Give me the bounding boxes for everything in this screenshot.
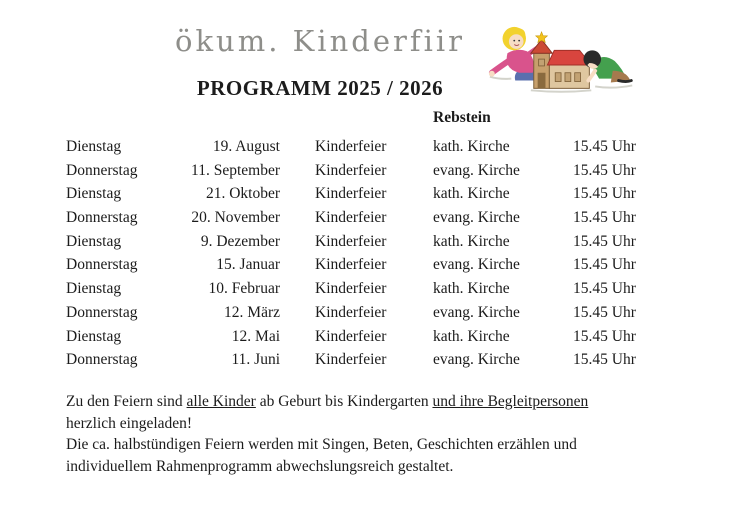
schedule-date: 12. Mai (231, 327, 280, 345)
schedule-location: evang. Kirche (433, 256, 520, 274)
schedule-time: 15.45 Uhr (573, 256, 636, 274)
schedule-date: 10. Februar (208, 280, 280, 298)
boy-figure (583, 50, 631, 82)
girl-face (509, 34, 524, 49)
schedule-time: 15.45 Uhr (573, 327, 636, 345)
schedule-event: Kinderfeier (315, 303, 387, 321)
schedule-time: 15.45 Uhr (573, 280, 636, 298)
ground-shadow-right (595, 85, 632, 87)
schedule-location: kath. Kirche (433, 185, 510, 203)
girl-hand-left (489, 71, 495, 77)
toy-church (531, 32, 591, 89)
ground-shadow-left (490, 77, 511, 79)
program-title: PROGRAMM 2025 / 2026 (196, 76, 444, 100)
girl-eye-left (513, 40, 515, 42)
schedule-row (66, 135, 651, 159)
church-window-1 (555, 73, 561, 82)
schedule-event: Kinderfeier (315, 280, 387, 298)
schedule-event: Kinderfeier (315, 351, 387, 369)
schedule-location: kath. Kirche (433, 280, 510, 298)
schedule-location: kath. Kirche (433, 327, 510, 345)
schedule-event: Kinderfeier (315, 161, 387, 179)
schedule-date: 20. November (191, 209, 280, 227)
schedule-time: 15.45 Uhr (573, 185, 636, 203)
invitation-line1-pre: Zu den Feiern sind (66, 393, 187, 410)
boy-shoe (619, 81, 632, 82)
schedule-location: evang. Kirche (433, 161, 520, 179)
schedule-event: Kinderfeier (315, 185, 387, 203)
schedule-row (66, 325, 651, 349)
schedule-row (66, 301, 651, 325)
church-tower-window (539, 59, 545, 66)
schedule-day: Dienstag (66, 232, 122, 250)
church-door (538, 73, 546, 89)
schedule-day: Donnerstag (66, 161, 138, 179)
schedule-location: evang. Kirche (433, 303, 520, 321)
schedule-event: Kinderfeier (315, 327, 387, 345)
girl-eye-right (518, 40, 520, 42)
schedule-event: Kinderfeier (315, 232, 387, 250)
schedule-day: Donnerstag (66, 303, 138, 321)
schedule-day: Donnerstag (66, 256, 138, 274)
invitation-line-2: herzlich eingeladen! (66, 414, 193, 432)
schedule-time: 15.45 Uhr (573, 232, 636, 250)
church-window-2 (565, 73, 571, 82)
schedule-event: Kinderfeier (315, 256, 387, 274)
schedule-day: Dienstag (66, 185, 122, 203)
schedule-date: 21. Oktober (205, 185, 280, 203)
invitation-text (66, 391, 686, 477)
schedule-day: Donnerstag (66, 351, 138, 369)
schedule-date: 11. September (191, 161, 280, 179)
schedule-row (66, 348, 651, 372)
region-label: Rebstein (433, 109, 491, 126)
schedule-date: 9. Dezember (200, 232, 280, 250)
church-tower-roof (531, 40, 552, 54)
schedule-event: Kinderfeier (315, 209, 387, 227)
schedule-day: Dienstag (66, 280, 122, 298)
schedule-day: Dienstag (66, 327, 122, 345)
schedule-time: 15.45 Uhr (573, 161, 636, 179)
schedule-location: kath. Kirche (433, 232, 510, 250)
schedule-row (66, 159, 651, 183)
invitation-line-4: individuellem Rahmenprogramm abwechslungsreich gestaltet. (66, 457, 454, 475)
schedule-row (66, 230, 651, 254)
schedule-row (66, 277, 651, 301)
schedule-date: 12. März (224, 303, 280, 321)
schedule-time: 15.45 Uhr (573, 138, 636, 155)
schedule-date: 19. August (212, 138, 280, 155)
schedule-location: evang. Kirche (433, 209, 520, 227)
schedule-row (66, 206, 651, 230)
schedule-time: 15.45 Uhr (573, 351, 636, 369)
schedule-date: 15. Januar (216, 256, 280, 274)
invitation-underline-alle-kinder: alle Kinder (186, 393, 256, 410)
page-title-script: ökum. Kinderfiir (175, 24, 465, 58)
schedule-date: 11. Juni (231, 351, 280, 369)
schedule-event: Kinderfeier (315, 138, 387, 155)
schedule-row (66, 253, 651, 277)
invitation-underline-begleitpersonen: und ihre Begleitpersonen (432, 393, 589, 410)
ground-shadow-center (531, 90, 591, 91)
invitation-line1-mid: ab Geburt bis Kindergarten (255, 393, 433, 410)
schedule-time: 15.45 Uhr (573, 209, 636, 227)
schedule-day: Donnerstag (66, 209, 138, 227)
schedule-location: evang. Kirche (433, 351, 520, 369)
schedule-time: 15.45 Uhr (573, 303, 636, 321)
schedule-row (66, 182, 651, 206)
invitation-line-1 (66, 391, 686, 413)
invitation-line-3: Die ca. halbstündigen Feiern werden mit Singen, Beten, Geschichten erzählen und (66, 436, 577, 454)
children-building-church-illustration (486, 24, 641, 102)
schedule-day: Dienstag (66, 138, 122, 155)
schedule-table (66, 135, 651, 372)
church-window-3 (575, 73, 581, 82)
schedule-location: kath. Kirche (433, 138, 510, 155)
